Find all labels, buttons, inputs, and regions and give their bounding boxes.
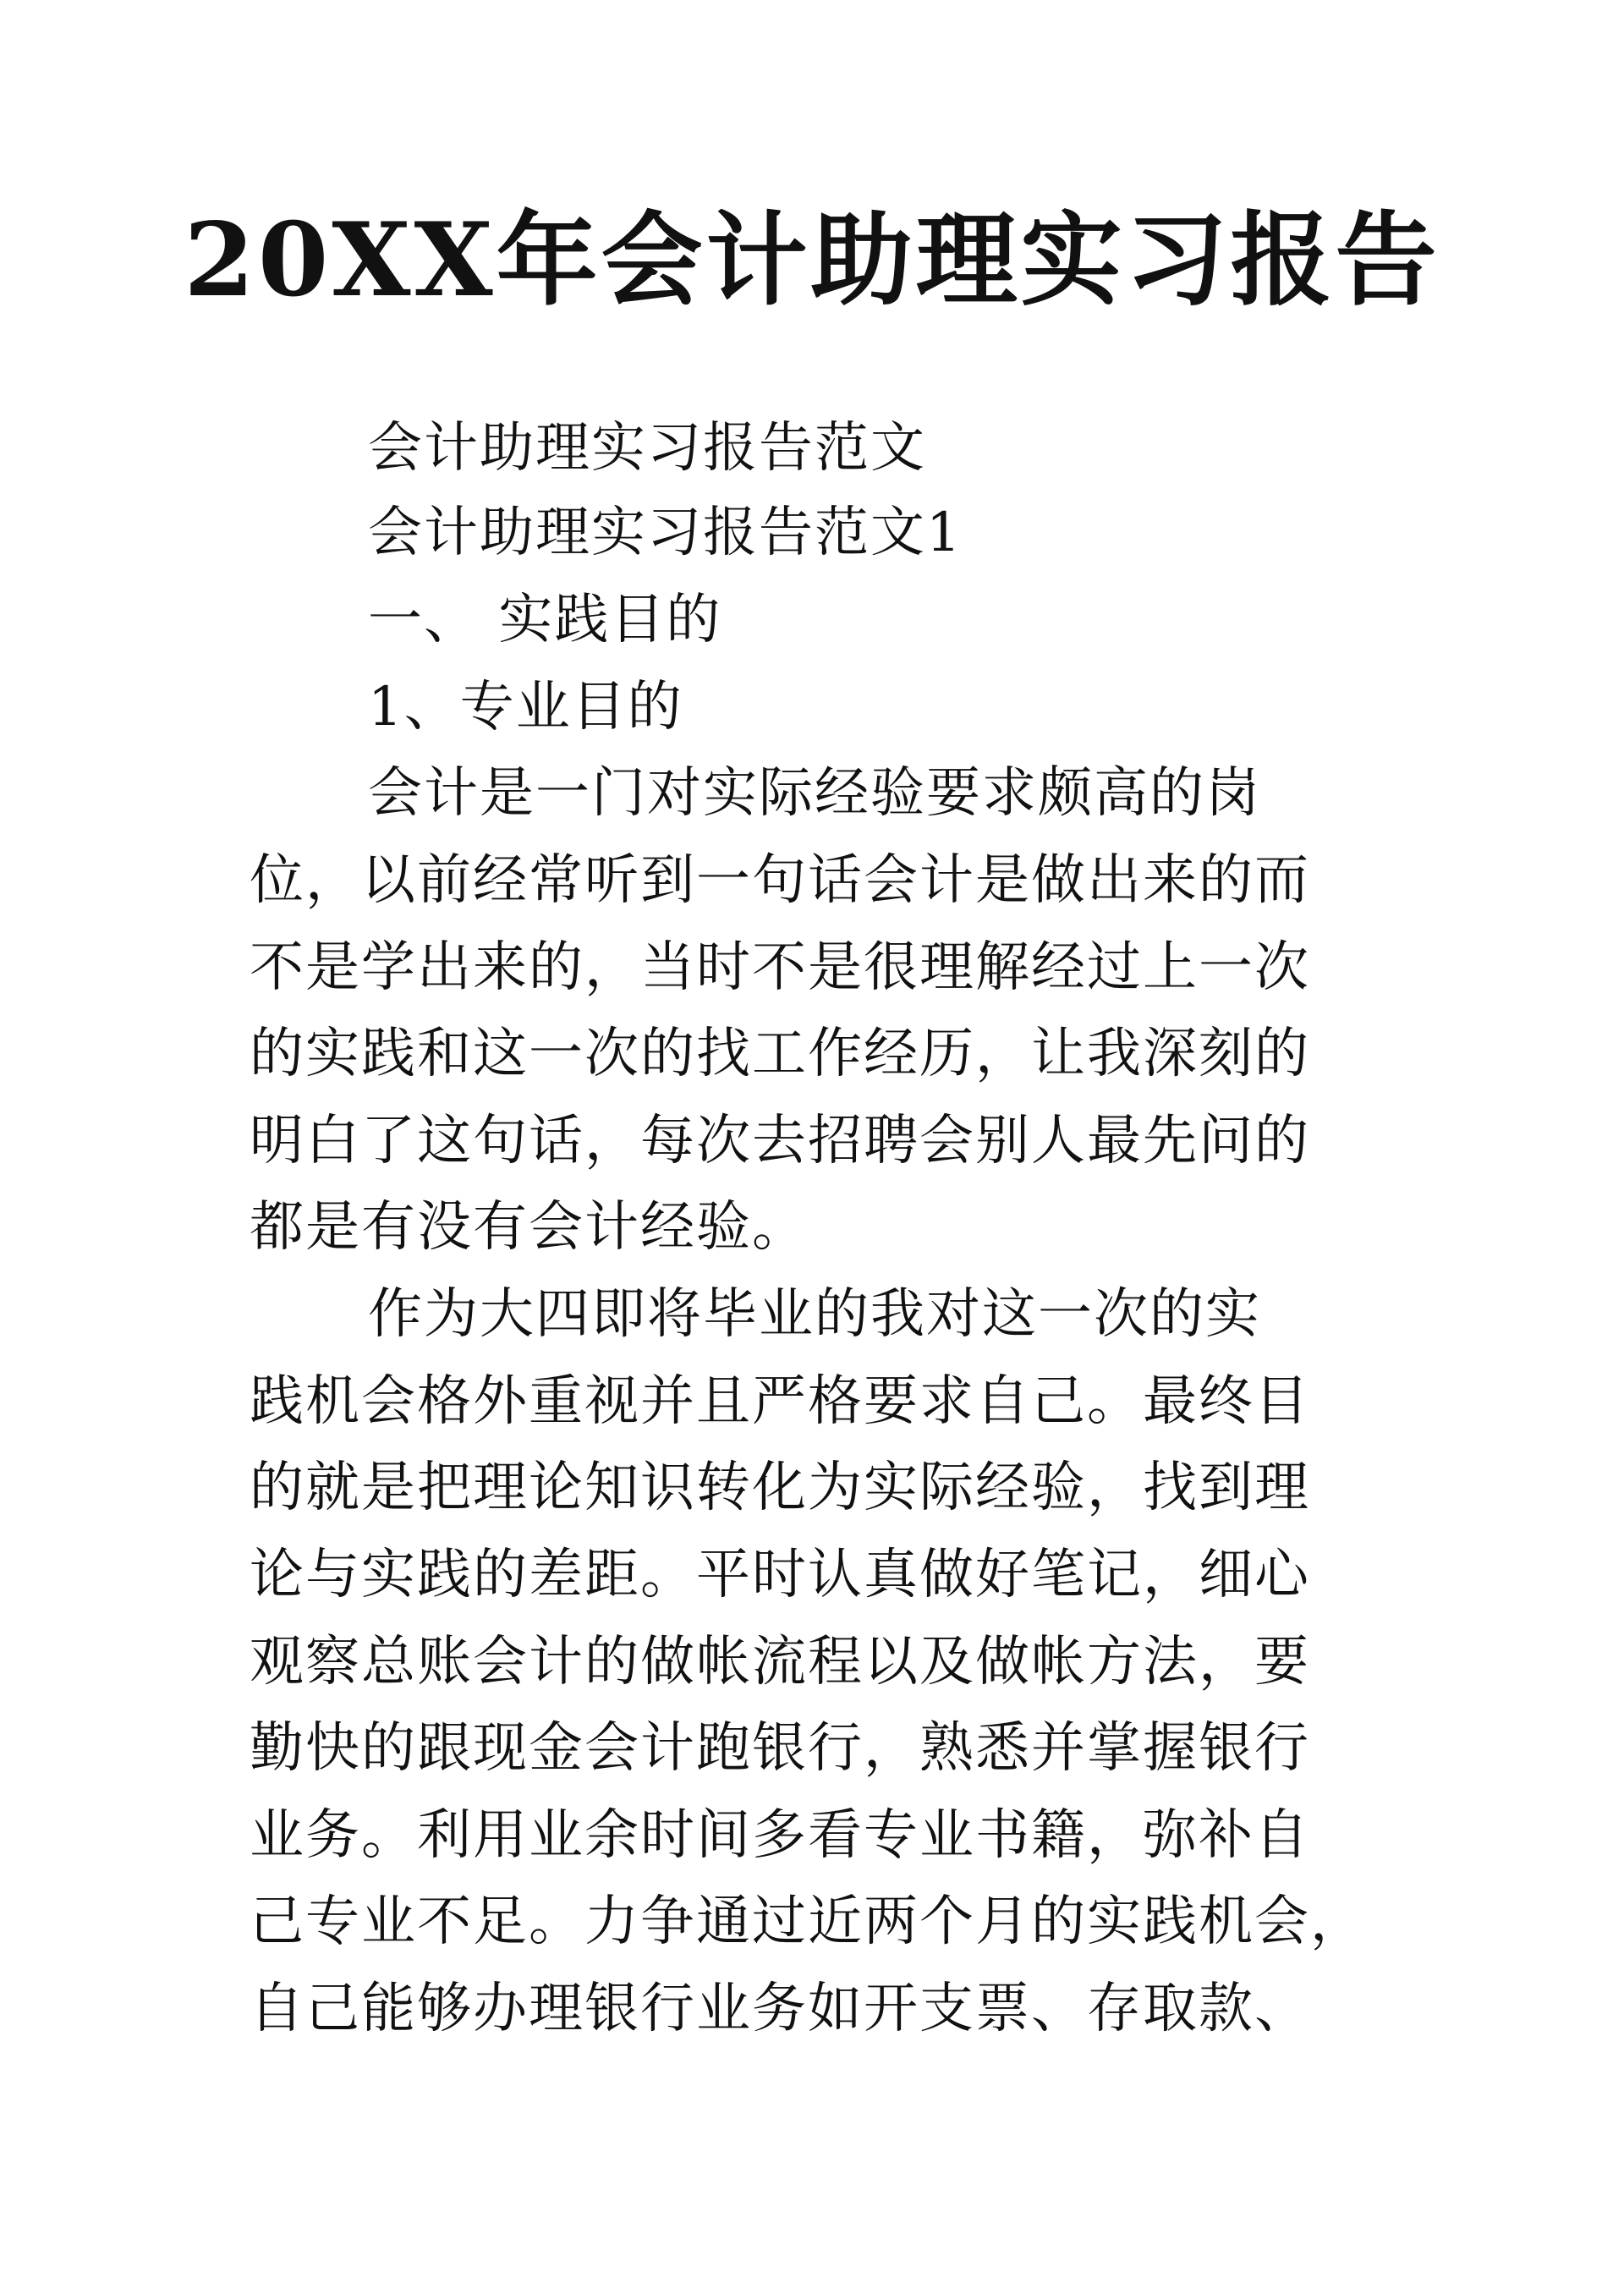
paragraph-line: 践机会格外重视并且严格要求自己。最终目 — [250, 1370, 1310, 1433]
paragraph-line: 明白了这句话，每次去招聘会别人最先问的 — [250, 1110, 1310, 1172]
subtitle-line: 会计助理实习报告范文1 — [368, 502, 963, 564]
paragraph-line: 勤快的跟现金会计跑银行，熟悉并掌握银行 — [250, 1717, 1310, 1780]
paragraph-line: 会计是一门对实际经验要求颇高的岗 — [368, 762, 1261, 825]
paragraph-line: 己专业不足。力争通过近两个月的实践机会， — [250, 1891, 1366, 1953]
paragraph-line: 不是学出来的，当时不是很理解经过上一次 — [250, 936, 1310, 999]
document-title: 20XX年会计助理实习报告 — [184, 200, 1440, 320]
paragraph-line: 位，以前经常听到一句话会计是做出来的而 — [250, 849, 1310, 912]
paragraph-line: 都是有没有会计经验。 — [250, 1196, 808, 1259]
subsection-heading: 1、专业目的 — [368, 676, 683, 738]
paragraph-line: 业务。利用业余时间多看专业书籍，弥补自 — [250, 1804, 1310, 1867]
subtitle-line: 会计助理实习报告范文 — [368, 417, 926, 480]
paragraph-line: 作为大四即将毕业的我对这一次的实 — [368, 1283, 1261, 1346]
paragraph-line: 自己能够办理银行业务如开支票、存取款、 — [250, 1978, 1310, 2040]
paragraph-line: 的实践和这一次的找工作经历，让我深刻的 — [250, 1023, 1310, 1085]
paragraph-line: 观察总账会计的做帐流程以及做帐方法，要 — [250, 1631, 1310, 1693]
section-heading: 一、 实践目的 — [368, 589, 722, 651]
paragraph-line: 论与实践的差距。平时认真做好笔记，细心 — [250, 1544, 1310, 1606]
paragraph-line: 的就是把理论知识转化为实际经验，找到理 — [250, 1457, 1310, 1519]
